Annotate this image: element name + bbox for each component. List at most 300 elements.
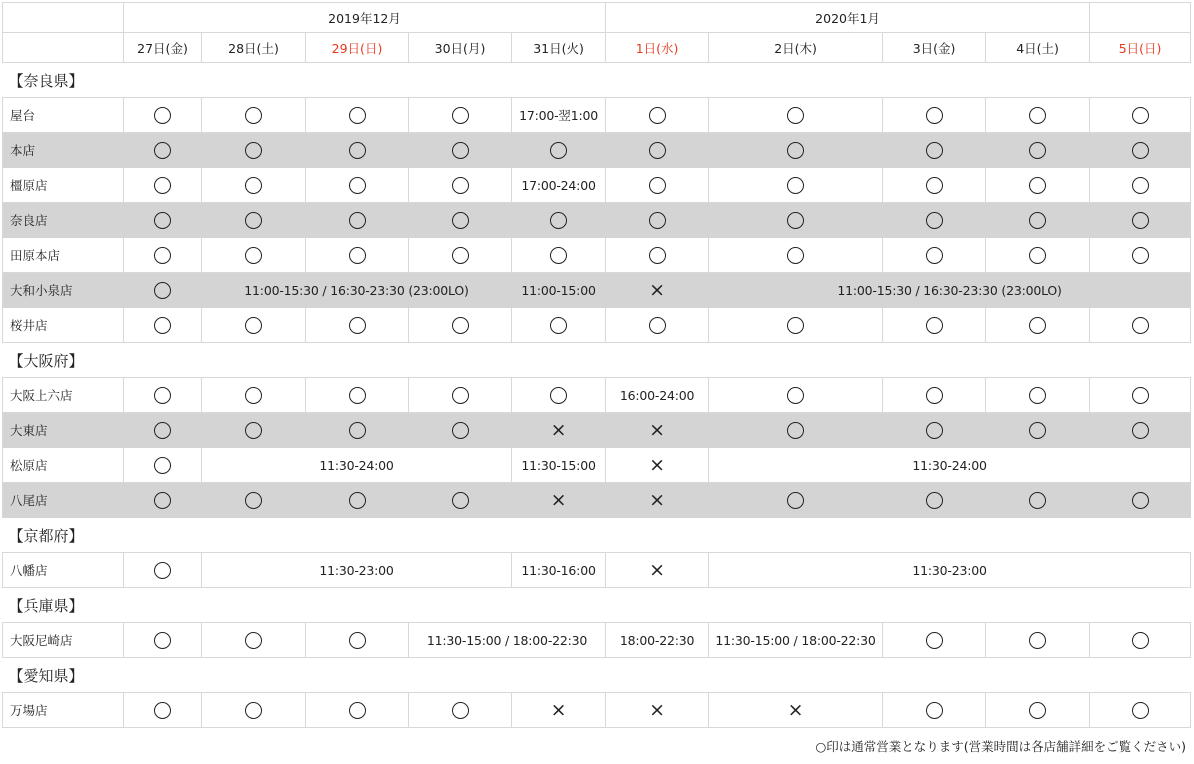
open-cell xyxy=(512,238,606,273)
open-cell xyxy=(202,623,306,658)
open-cell xyxy=(202,133,306,168)
circle-icon xyxy=(649,177,666,194)
circle-icon xyxy=(1132,142,1149,159)
hours-text: 11:30-23:00 xyxy=(912,562,987,578)
store-row xyxy=(3,238,1191,273)
open-cell xyxy=(986,203,1090,238)
circle-icon xyxy=(550,317,567,334)
open-cell xyxy=(709,168,883,203)
circle-icon xyxy=(1029,317,1046,334)
circle-icon xyxy=(452,492,469,509)
open-cell xyxy=(986,133,1090,168)
hours-cell xyxy=(512,98,606,133)
open-cell xyxy=(409,203,512,238)
circle-icon xyxy=(1132,702,1149,719)
cross-icon: × xyxy=(649,488,665,511)
day-header-5: 1日(水) xyxy=(606,33,709,63)
circle-icon xyxy=(245,177,262,194)
open-cell xyxy=(606,98,709,133)
open-cell xyxy=(986,413,1090,448)
hours-text: 17:00-24:00 xyxy=(521,177,596,193)
open-cell xyxy=(986,308,1090,343)
circle-icon xyxy=(649,107,666,124)
circle-icon xyxy=(245,212,262,229)
day-header-row xyxy=(3,33,1191,63)
open-cell xyxy=(202,168,306,203)
circle-icon xyxy=(1029,142,1046,159)
circle-icon xyxy=(926,492,943,509)
hours-cell xyxy=(512,448,606,483)
closed-cell xyxy=(512,483,606,518)
hours-text: 11:30-16:00 xyxy=(521,562,596,578)
store-row xyxy=(3,483,1191,518)
circle-icon xyxy=(154,632,171,649)
circle-icon xyxy=(154,247,171,264)
open-cell xyxy=(986,483,1090,518)
circle-icon xyxy=(452,317,469,334)
day-header-1: 28日(土) xyxy=(202,33,306,63)
prefecture-row xyxy=(3,658,1191,693)
hours-text: 11:00-15:30 / 16:30-23:30 (23:00LO) xyxy=(837,282,1062,298)
open-cell xyxy=(409,238,512,273)
open-cell xyxy=(986,168,1090,203)
open-cell xyxy=(202,308,306,343)
circle-icon xyxy=(349,142,366,159)
open-cell xyxy=(883,378,986,413)
circle-icon xyxy=(787,177,804,194)
store-row xyxy=(3,133,1191,168)
circle-icon xyxy=(1029,422,1046,439)
open-cell xyxy=(1090,413,1191,448)
circle-icon xyxy=(245,107,262,124)
circle-icon xyxy=(452,387,469,404)
hours-cell xyxy=(512,553,606,588)
circle-icon xyxy=(926,247,943,264)
hours-text: 11:30-15:00 xyxy=(521,457,596,473)
circle-icon xyxy=(649,212,666,229)
open-cell xyxy=(606,238,709,273)
open-cell xyxy=(202,238,306,273)
store-name: 松原店 xyxy=(3,448,124,483)
circle-icon xyxy=(550,247,567,264)
circle-icon xyxy=(1132,492,1149,509)
open-cell xyxy=(202,203,306,238)
store-name: 大阪尼崎店 xyxy=(3,623,124,658)
prefecture-label: 【兵庫県】 xyxy=(3,588,1191,623)
open-cell xyxy=(124,483,202,518)
open-cell xyxy=(883,238,986,273)
store-row xyxy=(3,693,1191,728)
circle-icon xyxy=(349,317,366,334)
store-name: 大阪上六店 xyxy=(3,378,124,413)
circle-icon xyxy=(452,212,469,229)
circle-icon xyxy=(1132,632,1149,649)
open-cell xyxy=(986,623,1090,658)
hours-cell xyxy=(202,553,512,588)
open-cell xyxy=(1090,168,1191,203)
hours-text: 11:00-15:30 / 16:30-23:30 (23:00LO) xyxy=(244,282,469,298)
open-cell xyxy=(606,203,709,238)
closed-cell xyxy=(606,413,709,448)
circle-icon xyxy=(1132,317,1149,334)
open-cell xyxy=(709,203,883,238)
open-cell xyxy=(124,273,202,308)
circle-icon xyxy=(154,492,171,509)
circle-icon xyxy=(452,142,469,159)
store-name: 大和小泉店 xyxy=(3,273,124,308)
hours-cell xyxy=(512,273,606,308)
open-cell xyxy=(202,693,306,728)
closed-cell xyxy=(606,553,709,588)
circle-icon xyxy=(1132,422,1149,439)
cross-icon: × xyxy=(649,698,665,721)
cross-icon: × xyxy=(787,698,804,721)
circle-icon xyxy=(349,387,366,404)
open-cell xyxy=(409,693,512,728)
table-body xyxy=(3,3,1191,728)
circle-icon xyxy=(154,387,171,404)
circle-icon xyxy=(154,107,171,124)
circle-icon xyxy=(926,317,943,334)
month-header-row xyxy=(3,3,1191,33)
business-hours-table xyxy=(2,2,1191,728)
closed-cell xyxy=(606,693,709,728)
open-cell xyxy=(709,413,883,448)
open-cell xyxy=(124,693,202,728)
cross-icon: × xyxy=(649,453,665,476)
circle-icon xyxy=(452,702,469,719)
open-cell xyxy=(986,693,1090,728)
open-cell xyxy=(1090,378,1191,413)
circle-icon xyxy=(1029,387,1046,404)
corner-cell xyxy=(3,33,124,63)
open-cell xyxy=(124,133,202,168)
hours-text: 11:30-24:00 xyxy=(319,457,394,473)
hours-text: 18:00-22:30 xyxy=(619,632,695,648)
circle-icon xyxy=(154,142,171,159)
closed-cell xyxy=(709,693,883,728)
open-cell xyxy=(883,203,986,238)
prefecture-label: 【大阪府】 xyxy=(3,343,1191,378)
open-cell xyxy=(1090,693,1191,728)
open-cell xyxy=(986,238,1090,273)
store-name: 屋台 xyxy=(3,98,124,133)
circle-icon xyxy=(245,702,262,719)
circle-icon xyxy=(349,702,366,719)
circle-icon xyxy=(349,107,366,124)
circle-icon xyxy=(649,247,666,264)
prefecture-label: 【愛知県】 xyxy=(3,658,1191,693)
circle-icon xyxy=(349,212,366,229)
open-cell xyxy=(409,308,512,343)
open-cell xyxy=(1090,308,1191,343)
open-cell xyxy=(986,98,1090,133)
cross-icon: × xyxy=(649,278,665,301)
circle-icon xyxy=(245,492,262,509)
open-cell xyxy=(986,378,1090,413)
circle-icon xyxy=(452,247,469,264)
open-cell xyxy=(512,308,606,343)
circle-icon xyxy=(452,107,469,124)
open-cell xyxy=(124,413,202,448)
store-name: 田原本店 xyxy=(3,238,124,273)
store-row xyxy=(3,203,1191,238)
open-cell xyxy=(306,98,409,133)
prefecture-label: 【京都府】 xyxy=(3,518,1191,553)
store-row xyxy=(3,308,1191,343)
closed-cell xyxy=(512,413,606,448)
open-cell xyxy=(512,133,606,168)
hours-cell xyxy=(202,273,512,308)
circle-icon xyxy=(154,422,171,439)
open-cell xyxy=(883,483,986,518)
hours-cell xyxy=(606,623,709,658)
circle-icon xyxy=(1029,632,1046,649)
circle-icon xyxy=(787,142,804,159)
closed-cell xyxy=(606,448,709,483)
cross-icon: × xyxy=(649,558,665,581)
open-cell xyxy=(306,413,409,448)
circle-icon xyxy=(787,317,804,334)
hours-cell xyxy=(606,378,709,413)
circle-icon xyxy=(787,422,804,439)
circle-icon xyxy=(452,177,469,194)
circle-icon xyxy=(245,142,262,159)
circle-icon xyxy=(1132,387,1149,404)
cross-icon: × xyxy=(649,418,665,441)
circle-icon xyxy=(1132,212,1149,229)
open-cell xyxy=(1090,203,1191,238)
hours-text: 11:30-15:00 / 18:00-22:30 xyxy=(715,632,876,648)
store-name: 橿原店 xyxy=(3,168,124,203)
open-cell xyxy=(883,413,986,448)
circle-icon xyxy=(452,422,469,439)
open-cell xyxy=(124,238,202,273)
open-cell xyxy=(124,623,202,658)
circle-icon xyxy=(245,632,262,649)
circle-icon xyxy=(1029,212,1046,229)
circle-icon xyxy=(649,317,666,334)
open-cell xyxy=(606,133,709,168)
open-cell xyxy=(124,203,202,238)
day-header-9: 5日(日) xyxy=(1090,33,1191,63)
circle-icon xyxy=(926,422,943,439)
circle-icon xyxy=(787,247,804,264)
circle-icon xyxy=(349,632,366,649)
circle-icon xyxy=(926,632,943,649)
open-cell xyxy=(306,693,409,728)
open-cell xyxy=(409,483,512,518)
open-cell xyxy=(202,413,306,448)
store-row xyxy=(3,168,1191,203)
open-cell xyxy=(409,133,512,168)
open-cell xyxy=(202,98,306,133)
circle-icon xyxy=(349,422,366,439)
hours-text: 11:00-15:00 xyxy=(521,282,596,298)
circle-icon xyxy=(787,212,804,229)
store-name: 八幡店 xyxy=(3,553,124,588)
corner-cell xyxy=(3,3,124,33)
open-cell xyxy=(709,133,883,168)
open-cell xyxy=(512,203,606,238)
open-cell xyxy=(1090,98,1191,133)
open-cell xyxy=(124,378,202,413)
hours-cell xyxy=(202,448,512,483)
circle-icon xyxy=(550,142,567,159)
open-cell xyxy=(709,238,883,273)
circle-icon xyxy=(926,142,943,159)
circle-icon xyxy=(787,107,804,124)
hours-cell xyxy=(709,273,1191,308)
hours-text: 11:30-24:00 xyxy=(912,457,987,473)
store-row xyxy=(3,448,1191,483)
hours-cell xyxy=(409,623,606,658)
closed-cell xyxy=(606,273,709,308)
circle-icon xyxy=(245,317,262,334)
open-cell xyxy=(409,378,512,413)
circle-icon xyxy=(245,247,262,264)
circle-icon xyxy=(1029,177,1046,194)
store-row xyxy=(3,623,1191,658)
open-cell xyxy=(202,483,306,518)
circle-icon xyxy=(154,177,171,194)
hours-text: 17:00-翌1:00 xyxy=(519,108,598,123)
store-row xyxy=(3,98,1191,133)
cross-icon: × xyxy=(550,698,567,721)
open-cell xyxy=(883,693,986,728)
open-cell xyxy=(306,623,409,658)
circle-icon xyxy=(154,212,171,229)
circle-icon xyxy=(926,177,943,194)
prefecture-label: 【奈良県】 xyxy=(3,63,1191,98)
hours-text: 11:30-15:00 / 18:00-22:30 xyxy=(426,632,588,648)
open-cell xyxy=(306,238,409,273)
prefecture-row xyxy=(3,343,1191,378)
open-cell xyxy=(1090,623,1191,658)
circle-icon xyxy=(1132,107,1149,124)
day-header-0: 27日(金) xyxy=(124,33,202,63)
open-cell xyxy=(883,623,986,658)
circle-icon xyxy=(349,177,366,194)
circle-icon xyxy=(1132,177,1149,194)
day-header-8: 4日(土) xyxy=(986,33,1090,63)
closed-cell xyxy=(606,483,709,518)
hours-cell xyxy=(709,553,1191,588)
open-cell xyxy=(883,133,986,168)
open-cell xyxy=(883,168,986,203)
open-cell xyxy=(306,133,409,168)
day-header-7: 3日(金) xyxy=(883,33,986,63)
circle-icon xyxy=(1029,492,1046,509)
prefecture-row xyxy=(3,518,1191,553)
month-dec: 2019年12月 xyxy=(124,3,606,33)
hours-text: 16:00-24:00 xyxy=(619,387,695,403)
open-cell xyxy=(306,483,409,518)
circle-icon xyxy=(154,282,171,299)
cross-icon: × xyxy=(550,488,567,511)
open-cell xyxy=(1090,133,1191,168)
open-cell xyxy=(124,308,202,343)
open-cell xyxy=(606,168,709,203)
open-cell xyxy=(883,98,986,133)
circle-icon xyxy=(926,702,943,719)
footnote: ○印は通常営業となります(営業時間は各店舗詳細をご覧ください) xyxy=(815,739,1186,754)
month-jan: 2020年1月 xyxy=(606,3,1090,33)
circle-icon xyxy=(154,562,171,579)
store-name: 万場店 xyxy=(3,693,124,728)
circle-icon xyxy=(926,212,943,229)
circle-icon xyxy=(550,387,567,404)
open-cell xyxy=(883,308,986,343)
open-cell xyxy=(606,308,709,343)
open-cell xyxy=(124,553,202,588)
circle-icon xyxy=(154,317,171,334)
circle-icon xyxy=(787,492,804,509)
prefecture-row xyxy=(3,63,1191,98)
open-cell xyxy=(306,308,409,343)
open-cell xyxy=(709,483,883,518)
month-blank xyxy=(1090,3,1191,33)
circle-icon xyxy=(926,387,943,404)
circle-icon xyxy=(787,387,804,404)
open-cell xyxy=(709,378,883,413)
circle-icon xyxy=(245,422,262,439)
open-cell xyxy=(1090,238,1191,273)
open-cell xyxy=(409,413,512,448)
hours-cell xyxy=(709,623,883,658)
store-name: 大東店 xyxy=(3,413,124,448)
open-cell xyxy=(124,168,202,203)
hours-cell xyxy=(709,448,1191,483)
store-name: 本店 xyxy=(3,133,124,168)
hours-cell xyxy=(512,168,606,203)
store-row xyxy=(3,273,1191,308)
circle-icon xyxy=(154,457,171,474)
open-cell xyxy=(409,168,512,203)
open-cell xyxy=(306,168,409,203)
hours-text: 11:30-23:00 xyxy=(319,562,394,578)
circle-icon xyxy=(926,107,943,124)
open-cell xyxy=(124,448,202,483)
circle-icon xyxy=(1029,247,1046,264)
day-header-6: 2日(木) xyxy=(709,33,883,63)
prefecture-row xyxy=(3,588,1191,623)
store-row xyxy=(3,413,1191,448)
open-cell xyxy=(124,98,202,133)
circle-icon xyxy=(154,702,171,719)
circle-icon xyxy=(1132,247,1149,264)
open-cell xyxy=(709,98,883,133)
store-row xyxy=(3,378,1191,413)
cross-icon: × xyxy=(550,418,567,441)
circle-icon xyxy=(550,212,567,229)
circle-icon xyxy=(349,492,366,509)
day-header-4: 31日(火) xyxy=(512,33,606,63)
day-header-2: 29日(日) xyxy=(306,33,409,63)
circle-icon xyxy=(349,247,366,264)
circle-icon xyxy=(1029,107,1046,124)
day-header-3: 30日(月) xyxy=(409,33,512,63)
store-name: 桜井店 xyxy=(3,308,124,343)
open-cell xyxy=(306,203,409,238)
open-cell xyxy=(709,308,883,343)
circle-icon xyxy=(1029,702,1046,719)
circle-icon xyxy=(649,142,666,159)
open-cell xyxy=(409,98,512,133)
store-name: 八尾店 xyxy=(3,483,124,518)
closed-cell xyxy=(512,693,606,728)
circle-icon xyxy=(245,387,262,404)
